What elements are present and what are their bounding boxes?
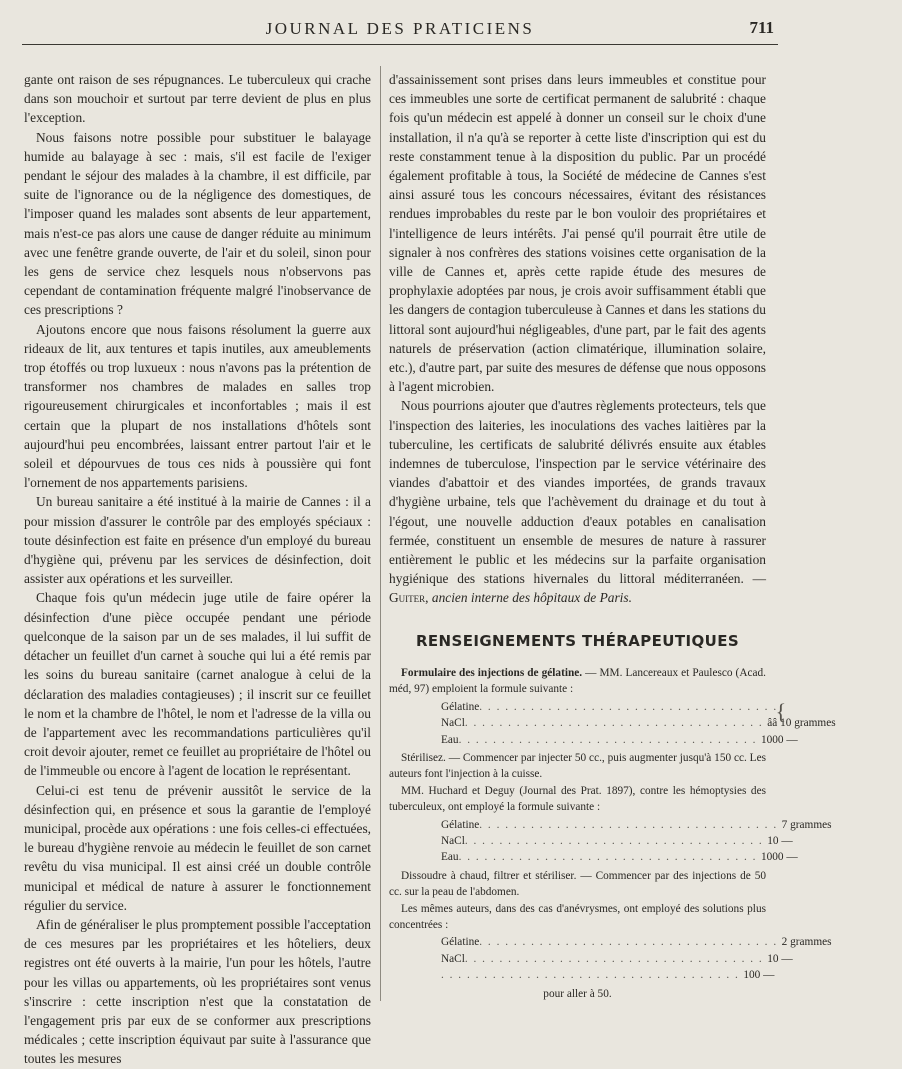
- paragraph: Dissoudre à chaud, filtrer et stériliser. — Commencer par des injections de 50 cc. sur la peau de l'abdomen.: [389, 869, 766, 899]
- page-number: 711: [749, 18, 774, 37]
- ingredient: NaCl: [441, 834, 465, 847]
- formula-1: [441, 698, 836, 748]
- quantity: 7 grammes: [781, 818, 832, 831]
- therapeutics-intro: [389, 665, 766, 698]
- paragraph: Celui-ci est tenu de prévenir aussitôt le service de la désinfection qui, en présence et sous la garantie de l'employé municipal, procède aux opérations : une fois celles-ci effectuées, le bureau d'hygiène renvoie au médecin le feuillet de son carnet revêtu du visa municipal. Il est ainsi créé un double contrôle municipal et médical de nature à assurer le fonctionnement régulier du service.: [24, 782, 371, 913]
- paragraph: Chaque fois qu'un médecin juge utile de faire opérer la désinfection d'une pièce occupée pendant une période quelconque de la saison par un de ses malades, il lui suffit de détacher un feuillet d'un carnet à souche qui lui a été remis par les soins du bureau sanitaire (carnet analogue à celui de la déclaration des maladies contagieuses) ; il inscrit sur ce feuillet le nom et la chambre de l'hôtel, le nom et l'adresse de la villa ou de l'appartement avec les recommandations particulières qu'il croit devoir ajouter, remet ce feuillet au propriétaire de l'hôtel ou de l'immeuble ou encore à l'agent de location le représentant.: [24, 590, 371, 779]
- ingredient: Gélatine: [441, 936, 480, 949]
- quantity: 1000 —: [760, 851, 798, 864]
- formula-line: NaCl . . . . . . . . . . . . . . . . . . . . . . . . . . . . . . . . . . . 10 —: [441, 833, 721, 849]
- ingredient: Gélatine: [441, 700, 480, 713]
- formula-line: Gélatine . . . . . . . . . . . . . . . . . . . . . . . . . . . . . . . . . . . {: [441, 698, 787, 724]
- truncated-line: pour aller à 50.: [543, 987, 612, 1000]
- therapeutics-section: [389, 665, 836, 1002]
- paragraph: Les mêmes auteurs, dans des cas d'anévrysmes, ont employé des solutions plus concentrées :: [389, 902, 766, 931]
- formula-2: [441, 817, 832, 866]
- formula-line: Gélatine . . . . . . . . . . . . . . . . . . . . . . . . . . . . . . . . . . . 7 grammes: [441, 817, 721, 833]
- author-title: ancien interne des hôpitaux de Paris.: [431, 590, 632, 606]
- formula-line: Eau . . . . . . . . . . . . . . . . . . . . . . . . . . . . . . . . . . . 1000 —: [441, 732, 721, 748]
- column-divider: [380, 66, 381, 1001]
- paragraph: Stérilisez. — Commencer par injecter 50 cc., puis augmenter jusqu'à 150 cc. Les auteurs font l'injection à la cuisse.: [389, 751, 766, 781]
- quantity: 100 —: [743, 969, 775, 982]
- rubric-title: Formulaire des injections de gélatine.: [401, 666, 583, 679]
- formula-line: NaCl . . . . . . . . . . . . . . . . . . . . . . . . . . . . . . . . . . . ââ 10 grammes: [441, 715, 721, 731]
- formula-line: NaCl . . . . . . . . . . . . . . . . . . . . . . . . . . . . . . . . . . . 10 —: [441, 951, 721, 967]
- section-heading: RENSEIGNEMENTS THÉRAPEUTIQUES: [415, 631, 740, 650]
- ingredient: Gélatine: [441, 818, 480, 831]
- formula-3: [441, 934, 832, 983]
- ingredient: Eau: [441, 851, 459, 864]
- quantity: 10 —: [767, 952, 793, 965]
- paragraph: Ajoutons encore que nous faisons résolument la guerre aux rideaux de lit, aux tentures et tapis inutiles, aux ameublements trop étoffés ou trop luxueux : nous n'avons pas la prétention de transformer nos chambres de malades en salles trop rigoureusement chirurgicales et inconfortables ; mais il est certain que la plupart de nos installations d'hôtels sont aujourd'hui peu encombrées, laissant entrer partout l'air et le soleil et dépourvues de tous ces nids à poussière qui font l'ornement de nos appartements parisiens.: [24, 321, 371, 491]
- ingredient: NaCl: [441, 717, 465, 730]
- journal-title: JOURNAL DES PRATICIENS: [265, 19, 535, 38]
- formula-line: Gélatine . . . . . . . . . . . . . . . . . . . . . . . . . . . . . . . . . . . 2 grammes: [441, 934, 721, 950]
- paragraph: gante ont raison de ses répugnances. Le tuberculeux qui crache dans son mouchoir et surtout par terre devient de plus en plus l'exception.: [24, 72, 371, 126]
- ingredient: NaCl: [441, 952, 465, 965]
- paragraph: Afin de généraliser le plus promptement possible l'acceptation de ces mesures par les propriétaires et les hôteliers, deux registres ont été ouverts à la mairie, l'un pour les hôtels, l'autre pour les villas ou appartements, où les propriétaires sont venus s'inscrire : cette inscription n'est que la constatation de l'engagement pris par eux de se conformer aux prescriptions médicales ; cette inscription équivaut par suite à l'assurance que toutes les mesures: [24, 916, 371, 1067]
- formula-line: Eau . . . . . . . . . . . . . . . . . . . . . . . . . . . . . . . . . . . 1000 —: [441, 849, 721, 865]
- left-column: [24, 70, 371, 1069]
- paragraph: Nous faisons notre possible pour substituer le balayage humide au balayage à sec : mais, s'il est facile de l'exiger pendant le séjour des malades à la chambre, il est difficile, par suite de l'ignorance ou de la négligence des domestiques, de l'imposer quand les malades sont absents de leur appartement, mais n'est-ce pas alors une cause de danger réduite au minimum avec une fenêtre grande ouverte, de l'air et du soleil, sinon pour les gens de service chez lesquels nous n'observons pas cependant de contamination fréquente malgré l'inobservance de ces prescriptions ?: [24, 129, 371, 318]
- paragraph-with-signature: [389, 396, 766, 607]
- quantity: 1000 —: [760, 733, 798, 746]
- running-header: [22, 16, 778, 45]
- intro-text: — MM. Lancereaux et Paulesco (Acad. méd, 97) emploient la formule suivante :: [389, 666, 766, 696]
- paragraph: Un bureau sanitaire a été institué à la mairie de Cannes : il a pour mission d'assurer le contrôle par des employés spéciaux : toute désinfection est faite en présence d'un employé du bureau d'hygiène qui, prévenu par les services de désinfection, doit assister aux opérations et les surveiller.: [24, 494, 371, 587]
- ingredient: Eau: [441, 733, 459, 746]
- formula-line: . . . . . . . . . . . . . . . . . . . . . . . . . . . . . . . . . . . 100 —: [441, 967, 721, 983]
- right-column: [389, 70, 836, 1002]
- quantity: 10 —: [767, 834, 793, 847]
- author-name: Guiter,: [389, 590, 429, 606]
- paragraph: MM. Huchard et Deguy (Journal des Prat. 1897), contre les hémoptysies des tuberculeux, ont employé la formule suivante :: [389, 784, 766, 814]
- paragraph-text: Nous pourrions ajouter que d'autres règlements protecteurs, tels que l'inspection des laiteries, les inoculations des vaches laitières par la tuberculine, les certificats de salubrité délivrés ensuite aux étables indemnes de tuberculose, l'inspection par le service vétérinaire des viandes d'abattoir et des viandes importées, de grands travaux d'hygiène urbaine, tels que l'achèvement du drainage et du tout à l'égout, une nouvelle adduction d'eaux potables en canalisation fermée, constituent un ensemble de mesures de nature à rassurer entièrement le public et les médecins sur la parfaite organisation hygiénique des stations hivernales du littoral méditerranéen. —: [389, 398, 766, 587]
- quantity: ââ 10 grammes: [767, 717, 836, 730]
- quantity: 2 grammes: [781, 936, 832, 949]
- paragraph: d'assainissement sont prises dans leurs immeubles et constitue pour ces immeubles une sorte de certificat permanent de salubrité : chaque fois qu'un médecin est appelé à donner un conseil sur le choix d'une installation, il n'a qu'à se reporter à cette liste d'inscription qui est du reste constamment tenue à la disposition du public. Par un procédé également profitable à tous, la Société de médecine de Cannes s'est ainsi assuré tous les concours nécessaires, évitant des résistances rendues improbables du reste par le bon vouloir des propriétaires et l'intelligence de leurs intérêts. J'ai pensé qu'il pourrait être utile de signaler à nos confrères des stations voisines cette organisation de la ville de Cannes et, après cette rapide étude des mesures de prophylaxie adoptées par nous, je crois avoir suffisamment établi que les dangers de contagion tuberculeuse à Cannes et dans les stations du littoral sont aujourd'hui négligeables, d'une part, par le fait des agents naturels de préservation (action climatérique, illumination solaire, etc.), d'autre part, par suite des mesures de défense que nous opposons à l'agent microbien.: [389, 72, 766, 395]
